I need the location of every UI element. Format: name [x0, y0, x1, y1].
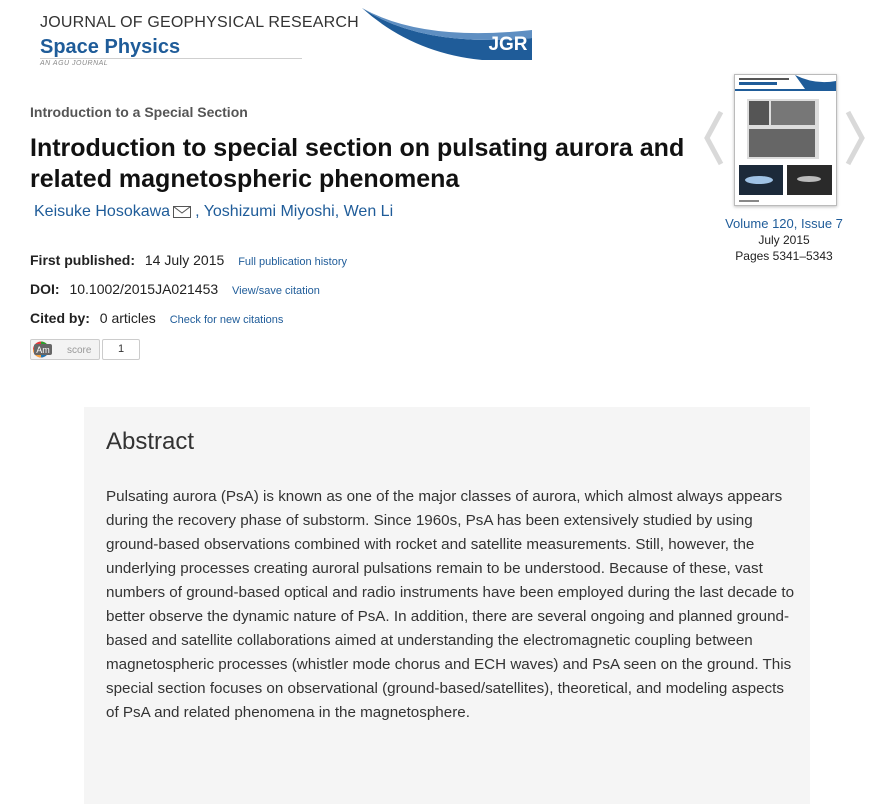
issue-volume-link[interactable]: Volume 120, Issue 7: [725, 216, 843, 231]
mail-icon[interactable]: [173, 206, 191, 218]
cited-by-label: Cited by:: [30, 310, 90, 326]
svg-text:Am: Am: [36, 345, 50, 355]
first-published-label: First published:: [30, 252, 135, 268]
article-title: Introduction to special section on pulsating aurora and related magnetospheric phenomena: [30, 134, 685, 193]
journal-name: JOURNAL OF GEOPHYSICAL RESEARCH: [40, 14, 359, 31]
doi-row: [30, 281, 320, 297]
issue-date: July 2015: [758, 233, 810, 247]
author-link[interactable]: Wen Li: [343, 203, 394, 220]
doi-label: DOI:: [30, 281, 60, 297]
cited-by-row: [30, 310, 283, 326]
abstract-heading: Abstract: [106, 428, 195, 455]
altmetric-donut-icon: [31, 340, 99, 359]
altmetric-badge[interactable]: [30, 339, 100, 360]
author-separator: ,: [334, 203, 340, 220]
author-link[interactable]: Keisuke Hosokawa: [34, 203, 171, 220]
header-divider: [40, 58, 302, 59]
altmetric-score[interactable]: 1: [102, 339, 140, 360]
author-link[interactable]: Yoshizumi Miyoshi: [203, 203, 335, 220]
jgr-logo-text: JGR: [488, 34, 528, 55]
cited-by-count: 0 articles: [99, 310, 156, 326]
first-published-row: [30, 252, 347, 268]
check-citations-link[interactable]: Check for new citations: [169, 314, 284, 326]
next-issue-arrow-icon[interactable]: [844, 108, 866, 168]
issue-cover-image[interactable]: [734, 74, 837, 206]
abstract-text: Pulsating aurora (PsA) is known as one of the major classes of aurora, which almost always appears during the recovery phase of substorm. Since 1960s, PsA has been extensively studied by using ground-based observations combined with rocket and satellite measurements. Still, however, the underlying processes creating auroral pulsations remain to be understood. Because of these, vast numbers of ground-based optical and radio instruments have been employed during the last decade to better observe the dynamic nature of PsA. In addition, there are several ongoing and planned ground-based and satellite collaborations aimed at understanding the electromagnetic coupling between magnetospheric processes (whistler mode chorus and ECH waves) and PsA seen on the ground. This special section focuses on observational (ground-based/satellites), theoretical, and modeling aspects of PsA and related phenomena in the magnetosphere.: [106, 488, 795, 721]
journal-tagline: AN AGU JOURNAL: [40, 60, 109, 67]
doi-value[interactable]: 10.1002/2015JA021453: [69, 281, 219, 297]
section-label: Introduction to a Special Section: [30, 104, 248, 120]
altmetric-label: score: [67, 345, 92, 356]
journal-section-name: Space Physics: [40, 36, 181, 58]
jgr-logo[interactable]: [362, 8, 532, 60]
issue-pages: Pages 5341–5343: [735, 249, 833, 263]
previous-issue-arrow-icon[interactable]: [703, 108, 725, 168]
author-separator: ,: [195, 203, 200, 220]
author-list: [34, 203, 393, 221]
publication-history-link[interactable]: Full publication history: [238, 256, 348, 268]
first-published-date: 14 July 2015: [144, 252, 225, 268]
view-citation-link[interactable]: View/save citation: [232, 285, 320, 297]
